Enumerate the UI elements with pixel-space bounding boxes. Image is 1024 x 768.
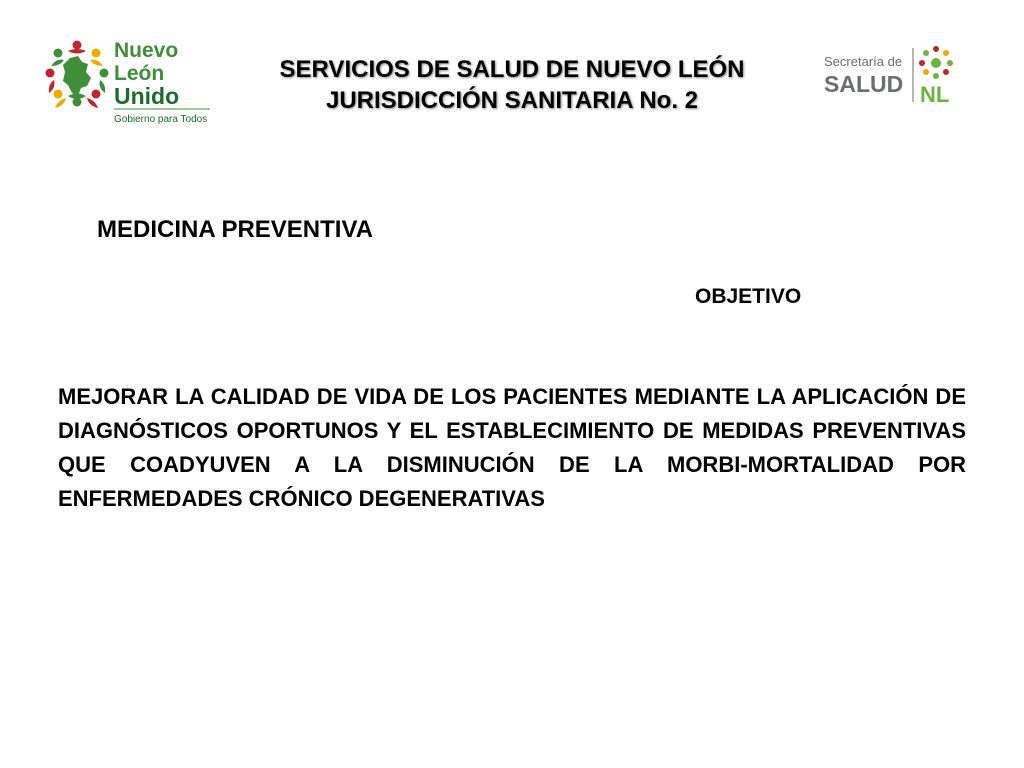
svg-text:Secretaría de: Secretaría de (824, 54, 903, 69)
svg-text:Unido: Unido (114, 83, 180, 109)
svg-text:Nuevo: Nuevo (114, 39, 179, 62)
objective-text: MEJORAR LA CALIDAD DE VIDA DE LOS PACIENTES MEDIANTE LA APLICACIÓN DE DIAGNÓSTICOS OPORTUNOS Y EL ESTABLECIMIENTO DE MEDIDAS PREVENTIVAS QUE COADYUVEN A LA DISMINUCIÓN DE LA MORBI-MORTALIDAD POR ENFERMEDADES CRÓNICO DEGENERATIVAS (58, 384, 966, 511)
svg-text:NL: NL (920, 82, 950, 107)
flower-ring-logo-icon (40, 36, 230, 128)
header-line-2: JURISDICCIÓN SANITARIA No. 2 (325, 87, 699, 114)
svg-text:SALUD: SALUD (824, 71, 904, 97)
svg-text:León: León (114, 62, 165, 85)
header-line-1: SERVICIOS DE SALUD DE NUEVO LEÓN (279, 56, 745, 83)
svg-text:Gobierno para Todos: Gobierno para Todos (114, 114, 208, 125)
flower-ring-logo-icon (919, 46, 953, 79)
page-header (232, 54, 792, 116)
section-title: MEDICINA PREVENTIVA (97, 216, 374, 243)
secretaria-salud-logo (820, 42, 970, 108)
objective-label: OBJETIVO (695, 285, 802, 308)
nuevo-leon-unido-logo (40, 36, 230, 128)
